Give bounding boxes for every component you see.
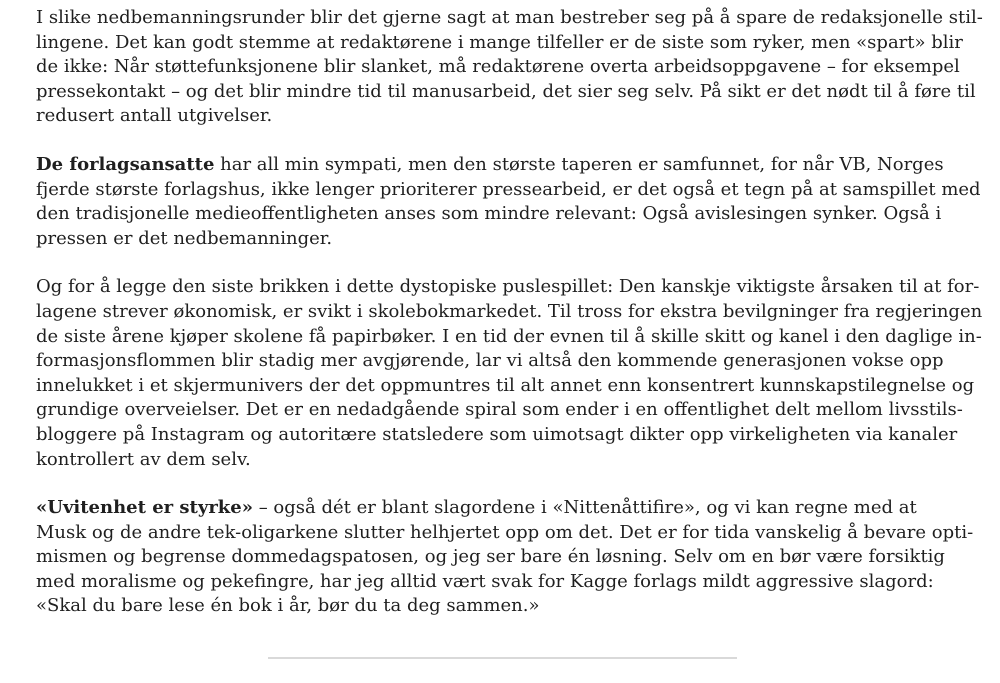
paragraph-line: lingene. Det kan godt stemme at redaktørene i mange tilfeller er de siste som ryker, men «spart» blir [36, 31, 963, 53]
paragraph-line [36, 496, 976, 521]
paragraph-line: pressen er det nedbemanninger. [36, 227, 333, 249]
paragraph-line: fjerde største forlagshus, ikke lenger prioriterer pressearbeid, er det også et tegn på at samspillet med [36, 178, 981, 200]
paragraph-line: Musk og de andre tek-oligarkene slutter helhjertet opp om det. Det er for tida vanskelig å bevare opti- [36, 521, 974, 543]
paragraph-line: bloggere på Instagram og autoritære statsledere som uimotsagt dikter opp virkeligheten via kanaler [36, 423, 958, 445]
paragraph-line: redusert antall utgivelser. [36, 105, 273, 127]
paragraph-line: I slike nedbemanningsrunder blir det gjerne sagt at man bestreber seg på å spare de redaksjonelle stil- [36, 7, 983, 28]
paragraph-line: de ikke: Når støttefunksjonene blir slanket, må redaktørene overta arbeidsoppgavene – for eksempel [36, 56, 960, 78]
paragraph-line: innelukket i et skjermunivers der det oppmuntres til alt annet enn konsentrert kunnskapstilegnelse og [36, 374, 975, 396]
paragraph-line: mismen og begrense dommedagspatosen, og jeg ser bare én løsning. Selv om en bør være forsiktig [36, 546, 945, 568]
paragraph-line: pressekontakt – og det blir mindre tid til manusarbeid, det sier seg selv. På sikt er det nødt til å føre til [36, 80, 976, 102]
paragraph-downsizing [36, 6, 983, 129]
paragraph-line: lagene strever økonomisk, er svikt i skolebokmarkedet. Til tross for ekstra bevilgninger fra regjeringen [36, 300, 983, 322]
article-body [36, 6, 983, 643]
paragraph-line: de siste årene kjøper skolene få papirbøker. I en tid der evnen til å skille skitt og kanel i den daglige in- [36, 325, 982, 347]
paragraph-line-text: – også dét er blant slagordene i «Nittenåttifire», og vi kan regne med at [252, 497, 917, 519]
paragraph-lead: De forlagsansatte [36, 153, 215, 175]
paragraph-lead: «Uvitenhet er styrke» [36, 497, 253, 519]
paragraph-line [36, 153, 976, 178]
paragraph-line: kontrollert av dem selv. [36, 448, 251, 470]
paragraph-publishing-staff [36, 153, 981, 251]
paragraph-line: den tradisjonelle medieoffentligheten anses som mindre relevant: Også avislesingen synker. Også i [36, 203, 942, 225]
section-divider [268, 657, 737, 659]
paragraph-line: formasjonsflommen blir stadig mer avgjørende, lar vi altså den kommende generasjonen vokse opp [36, 350, 944, 372]
paragraph-dystopian-puzzle [36, 275, 983, 472]
paragraph-line: Og for å legge den siste brikken i dette dystopiske puslespillet: Den kanskje viktigste årsaken til at for- [36, 276, 980, 298]
paragraph-ignorance-is-strength [36, 496, 976, 619]
paragraph-line: «Skal du bare lese én bok i år, bør du ta deg sammen.» [36, 595, 540, 617]
paragraph-line-text: har all min sympati, men den største taperen er samfunnet, for når VB, Norges [214, 153, 944, 175]
paragraph-line: med moralisme og pekefingre, har jeg alltid vært svak for Kagge forlags mildt aggressive slagord: [36, 570, 934, 592]
paragraph-line: grundige overveielser. Det er en nedadgående spiral som ender i en offentlighet delt mellom livsstils- [36, 399, 963, 421]
